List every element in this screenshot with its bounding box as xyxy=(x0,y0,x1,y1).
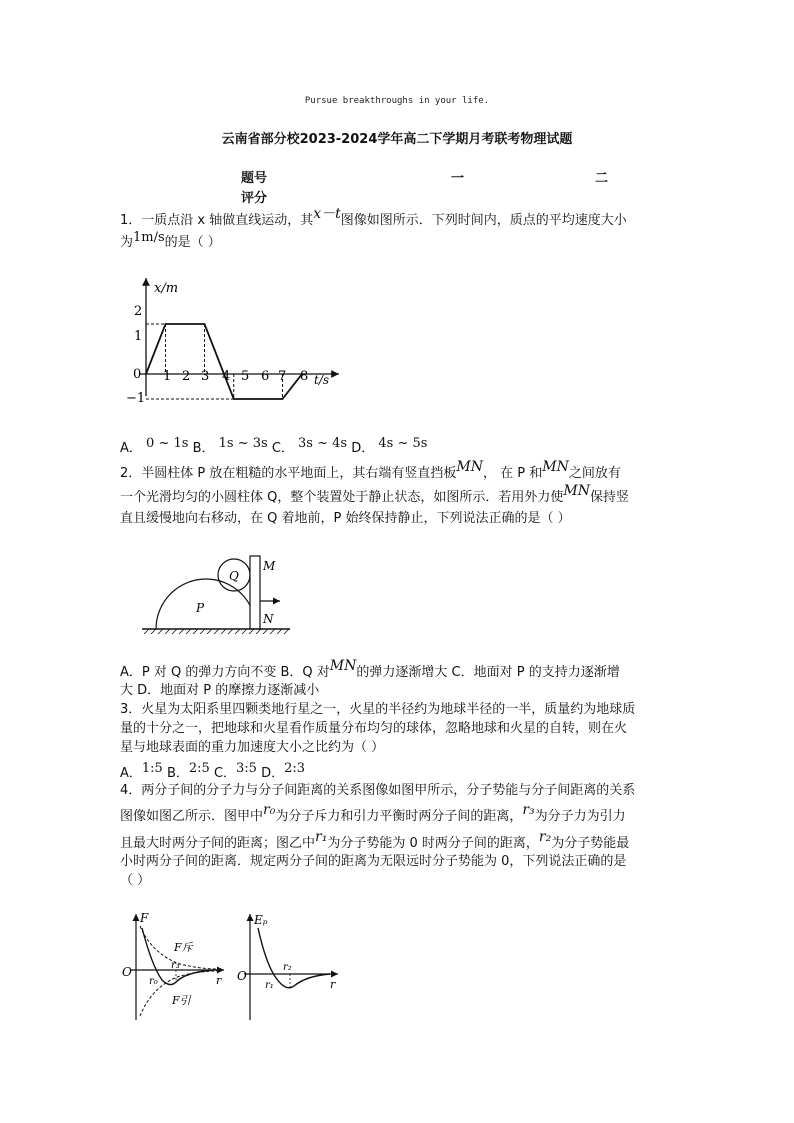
page-title: 云南省部分校2023-2024学年高二下学期月考联考物理试题 xyxy=(221,132,573,147)
score-table-row-label: 题号 xyxy=(241,171,268,186)
q4-stem-line4: 小时两分子间的距离．规定两分子间的距离为无限远时分子势能为 0，下列说法正确的是 xyxy=(120,854,627,869)
q1-options xyxy=(120,437,427,456)
score-table-col-1: 一 xyxy=(451,171,465,186)
q1-text-a: 1．一质点沿 x 轴做直线运动，其 xyxy=(120,213,314,228)
q2-answers-line2: 大 D．地面对 P 的摩擦力逐渐减小 xyxy=(120,683,320,698)
q1-option-c-value: 3s ~ 4s xyxy=(298,436,348,451)
score-table-score-label: 评分 xyxy=(241,191,268,206)
q2-half-cylinder-p xyxy=(156,579,256,629)
q1-xtick-6: 6 xyxy=(261,369,270,384)
q4-text-2a: 图像如图乙所示．图甲中 xyxy=(120,809,264,824)
q1-ytick-1: 1 xyxy=(134,329,143,344)
q1-text-b: 图像如图所示．下列时间内，质点的平均速度大小 xyxy=(340,213,627,228)
q4-math-r0: r₀ xyxy=(263,802,276,818)
q4-figure-force xyxy=(118,908,228,1024)
q1-xtick-4: 4 xyxy=(222,369,231,384)
q2-ground-hatch xyxy=(144,629,289,634)
q4-math-r3: r₃ xyxy=(522,802,535,818)
q1-origin-label: 0 xyxy=(133,367,142,382)
q3-option-a-label: A． xyxy=(120,766,142,781)
q4-math-r1: r₁ xyxy=(315,829,328,845)
q1-option-a-value: 0 ~ 1s xyxy=(146,436,189,451)
q4a-x-label: r xyxy=(216,974,222,987)
q2-label-p: P xyxy=(196,601,205,615)
q1-stem-line1 xyxy=(120,206,627,231)
q4-text-2c: 为分子力为引力 xyxy=(534,809,626,824)
q4b-origin-label: O xyxy=(237,969,247,983)
q4-text-3a: 且最大时两分子间的距离；图乙中 xyxy=(120,836,316,851)
q3-option-c-label: C． xyxy=(213,766,237,781)
q4a-y-label: F xyxy=(140,911,149,925)
q1-text-d: 的是（ ） xyxy=(164,235,221,250)
q1-ytick-neg1: −1 xyxy=(126,391,146,406)
q1-ytick-2: 2 xyxy=(134,304,143,319)
q4a-origin-label: O xyxy=(122,965,132,979)
q4b-x-label: r xyxy=(330,978,336,991)
q1-xtick-1: 1 xyxy=(163,369,172,384)
q4-text-3c: 为分子势能最 xyxy=(551,836,630,851)
q1-xtick-2: 2 xyxy=(182,369,191,384)
q2-math-mn-4: MN xyxy=(329,658,357,674)
q1-y-axis-label: x/m xyxy=(154,281,179,296)
q2-answers-line1 xyxy=(120,658,620,683)
q1-option-b-label: B． xyxy=(192,441,215,456)
q1-option-d-value: 4s ~ 5s xyxy=(378,436,428,451)
q4a-r3-label: r₃ xyxy=(171,960,180,971)
q4-stem-line2 xyxy=(120,802,626,827)
q4-text-3b: 为分子势能为 0 时两分子间的距离， xyxy=(327,836,539,851)
q4b-y-label: Eₚ xyxy=(254,913,268,927)
q4b-potential-curve xyxy=(258,928,330,988)
q1-xtick-5: 5 xyxy=(241,369,250,384)
q1-xtick-8: 8 xyxy=(300,369,309,384)
q2-label-n: N xyxy=(263,612,274,626)
q2-text-1c: 之间放有 xyxy=(568,466,621,481)
q3-stem-line3: 星与地球表面的重力加速度大小之比约为（ ） xyxy=(120,740,385,755)
score-table-col-2: 二 xyxy=(595,171,609,186)
q2-ans-text-a: A．P 对 Q 的弹力方向不变 B．Q 对 xyxy=(120,665,330,680)
q1-math-v: 1m/s xyxy=(133,230,165,245)
q1-stem-line2 xyxy=(120,230,221,253)
q2-text-1b: ， 在 P 和 xyxy=(482,466,543,481)
q1-text-c: 为 xyxy=(120,235,134,250)
q1-xtick-3: 3 xyxy=(201,369,210,384)
q4a-r0-label: r₀ xyxy=(149,976,158,987)
q4b-r2-label: r₂ xyxy=(283,962,292,973)
q2-text-2b: 保持竖 xyxy=(589,490,629,505)
q4a-f-attractive-label: F引 xyxy=(172,994,191,1007)
q4a-f-repulsive-label: F斥 xyxy=(174,941,193,954)
q2-ans-text-b: 的弹力逐渐增大 C．地面对 P 的支持力逐渐增 xyxy=(356,665,620,680)
q3-option-d-value: 2:3 xyxy=(284,761,306,776)
q3-option-a-value: 1:5 xyxy=(141,761,163,776)
q3-option-d-label: D． xyxy=(261,766,285,781)
q1-math-xt: x－t xyxy=(313,206,341,222)
q1-option-a-label: A． xyxy=(120,441,142,456)
q3-option-b-label: B． xyxy=(166,766,189,781)
q4-stem-line1: 4．两分子间的分子力与分子间距离的关系图像如图甲所示，分子势能与分子间距离的关系 xyxy=(120,783,636,798)
q3-option-b-value: 2:5 xyxy=(188,761,210,776)
q1-option-b-value: 1s ~ 3s xyxy=(218,436,268,451)
q1-option-c-label: C． xyxy=(271,441,294,456)
page-motto: Pursue breakthroughs in your life. xyxy=(304,96,490,106)
q2-figure xyxy=(142,550,292,634)
q2-math-mn-1: MN xyxy=(456,459,483,475)
q3-option-c-value: 3:5 xyxy=(236,761,257,776)
q2-board-mn xyxy=(250,556,260,629)
q4-figure-potential xyxy=(234,908,344,1024)
q4b-r1-label: r₁ xyxy=(265,980,274,991)
q4-text-2b: 为分子斥力和引力平衡时两分子间的距离， xyxy=(275,809,523,824)
q2-label-m: M xyxy=(263,559,276,573)
q2-text-2a: 一个光滑均匀的小圆柱体 Q，整个装置处于静止状态，如图所示．若用外力使 xyxy=(120,490,564,505)
q3-stem-line1: 3．火星为太阳系里四颗类地行星之一，火星的半径约为地球半径的一半，质量约为地球质 xyxy=(120,702,636,717)
q1-x-axis-label: t/s xyxy=(314,373,330,387)
q4-stem-line5: （ ） xyxy=(120,873,151,888)
q1-xt-line xyxy=(146,324,302,399)
q1-option-d-label: D． xyxy=(351,441,375,456)
q4-math-r2: r₂ xyxy=(538,829,552,845)
q3-stem-line2: 量的十分之一，把地球和火星看作质量分布均匀的球体，忽略地球和火星的自转，则在火 xyxy=(120,721,628,736)
q2-stem-line2 xyxy=(120,483,629,508)
q2-label-q: Q xyxy=(229,569,239,583)
q2-math-mn-3: MN xyxy=(563,483,590,499)
q1-xt-graph xyxy=(124,272,344,418)
q2-stem-line1 xyxy=(120,459,621,484)
q1-xtick-7: 7 xyxy=(278,369,287,384)
q2-stem-line3: 直且缓慢地向右移动，在 Q 着地前，P 始终保持静止，下列说法正确的是（ ） xyxy=(120,511,571,526)
q3-options xyxy=(120,762,305,781)
q4-stem-line3 xyxy=(120,829,630,854)
q2-text-1a: 2．半圆柱体 P 放在粗糙的水平地面上，其右端有竖直挡板 xyxy=(120,466,457,481)
q2-math-mn-2: MN xyxy=(542,459,569,475)
